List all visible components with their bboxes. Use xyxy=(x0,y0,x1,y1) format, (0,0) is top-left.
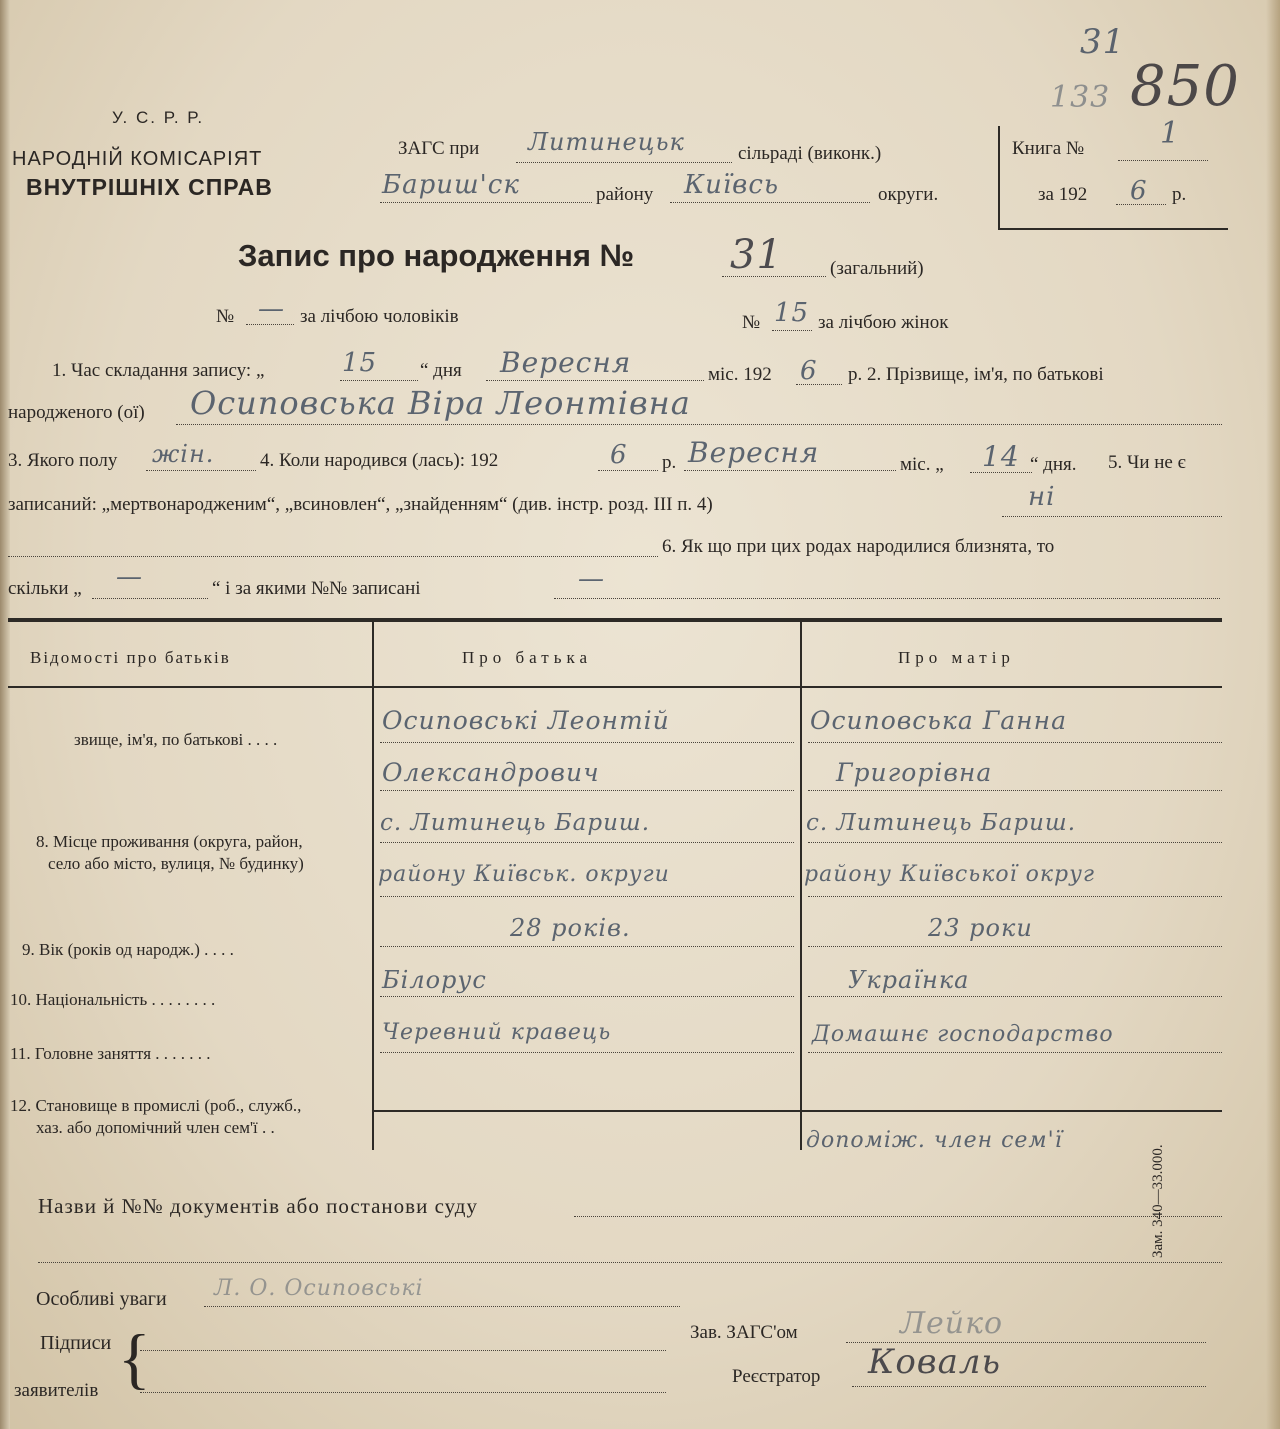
registrar-signature: Коваль xyxy=(868,1342,1002,1382)
book-number-line xyxy=(1118,160,1208,161)
f4-year-line xyxy=(598,470,658,471)
f4-month-value: Вересня xyxy=(688,436,820,469)
father-age: 28 років. xyxy=(510,914,631,942)
f1-year-label: міс. 192 xyxy=(708,364,772,385)
f6-blank-line xyxy=(8,556,658,557)
row-label-name: звище, ім'я, по батькові . . . . xyxy=(74,730,278,749)
men-count-prefix: № xyxy=(216,306,235,327)
father-row-line xyxy=(380,790,794,791)
table-header-mother: Про матір xyxy=(898,648,1015,667)
row-label-position: 12. Становище в промислі (роб., служб., xyxy=(10,1096,302,1115)
book-label: Книга № xyxy=(1012,138,1085,159)
f3-value: жін. xyxy=(152,440,215,468)
f3-line xyxy=(146,470,256,471)
f5-line xyxy=(1002,516,1222,517)
registrar-sig-line xyxy=(852,1386,1206,1387)
mother-row-line xyxy=(808,996,1222,997)
father-occupation: Черевний кравець xyxy=(382,1020,612,1045)
mother-row-line xyxy=(808,742,1222,743)
okrug-label: округи. xyxy=(878,184,939,205)
row-label-residence: 8. Місце проживання (округа, район, xyxy=(36,832,303,851)
father-name: Осиповські Леонтій xyxy=(382,706,670,735)
twins-numbers-value: — xyxy=(578,564,605,594)
f1-month-value: Вересня xyxy=(500,346,632,379)
head-signature: Лейко xyxy=(900,1306,1004,1341)
zags-village-line xyxy=(516,162,732,163)
mother-row-line xyxy=(808,790,1222,791)
book-year-prefix: за 192 xyxy=(1038,184,1088,205)
head-label: Зав. ЗАГС'ом xyxy=(690,1322,798,1343)
field-6-label: 6. Як що при цих родах народилися близнята, то xyxy=(662,536,1055,557)
book-year-value: 6 xyxy=(1130,176,1148,206)
registrar-label: Реєстратор xyxy=(732,1366,821,1387)
twins-label: скільки „ xyxy=(8,578,82,599)
father-row-line xyxy=(380,946,794,947)
okrug-value: Київсь xyxy=(684,170,780,200)
men-count-label: за лічбою чоловіків xyxy=(300,306,459,327)
f5-value: ні xyxy=(1028,482,1056,512)
signatures-brace: { xyxy=(118,1320,151,1396)
table-top-border xyxy=(8,618,1222,622)
men-count-line xyxy=(246,324,294,325)
field-5-label: 5. Чи не є xyxy=(1108,452,1186,473)
father-residence: с. Литинець Бариш. xyxy=(380,810,651,836)
father-nationality: Білорус xyxy=(382,966,487,994)
f1-day-value: 15 xyxy=(342,348,378,378)
signature-line xyxy=(140,1350,666,1351)
field-3-label: 3. Якого полу xyxy=(8,450,118,471)
ussr-label: У. С. Р. Р. xyxy=(112,108,205,127)
women-count-line xyxy=(772,330,812,331)
record-title: Запис про народження № xyxy=(238,238,635,273)
mother-row-line xyxy=(808,1052,1222,1053)
father-residence-2: району Київськ. округи xyxy=(378,862,670,887)
f1-year-value: 6 xyxy=(800,356,818,386)
table-header-info: Відомості про батьків xyxy=(30,648,231,667)
father-row-line xyxy=(380,742,794,743)
book-box-border xyxy=(998,126,1000,230)
zags-prefix: ЗАГС при xyxy=(398,138,480,159)
table-header-father: Про батька xyxy=(462,648,593,667)
corner-number: 850 xyxy=(1130,54,1240,119)
commissariat-dept: ВНУТРІШНІХ СПРАВ xyxy=(26,174,273,200)
father-row-line xyxy=(380,896,794,897)
women-count-prefix: № xyxy=(742,312,761,333)
men-count-value: — xyxy=(258,294,285,324)
twins-count-line xyxy=(92,598,208,599)
zags-village-value: Литинецьк xyxy=(528,128,685,156)
born-name-line xyxy=(176,424,1222,425)
signatures-label: Підписи xyxy=(40,1332,112,1354)
women-count-label: за лічбою жінок xyxy=(818,312,949,333)
father-row-line xyxy=(380,842,794,843)
signature-line xyxy=(140,1392,666,1393)
twins-numbers-line xyxy=(554,598,1220,599)
record-title-suffix: (загальний) xyxy=(830,258,924,279)
book-box-border xyxy=(998,228,1228,230)
district-label: району xyxy=(596,184,654,205)
mother-row-line xyxy=(808,896,1222,897)
district-line xyxy=(380,202,592,203)
book-year-suffix: р. xyxy=(1172,184,1187,205)
zags-suffix: сільраді (виконк.) xyxy=(738,143,882,164)
field-2-label: р. 2. Прізвище, ім'я, по батькові xyxy=(848,364,1104,385)
f4-mis-label: міс. „ xyxy=(900,454,944,475)
f4-month-line xyxy=(684,470,896,471)
documents-line-2 xyxy=(38,1262,1222,1263)
signatures-label-2: заявителів xyxy=(14,1380,99,1401)
f1-month-line xyxy=(486,380,704,381)
record-number-value: 31 xyxy=(730,232,783,278)
corner-number: 31 xyxy=(1080,22,1126,62)
row-label-position-2: хаз. або допомічний член сем'ї . . xyxy=(36,1118,275,1137)
f4-day-label: “ дня. xyxy=(1030,454,1077,475)
table-header-border xyxy=(8,686,1222,688)
print-mark: Зам. 340—33.000. xyxy=(1150,1144,1166,1258)
mother-residence-2: району Київської округ xyxy=(804,862,1095,887)
notes-value: Л. О. Осиповські xyxy=(214,1276,424,1301)
documents-line xyxy=(574,1216,1222,1217)
district-value: Бариш'ск xyxy=(382,170,520,200)
table-bottom-line xyxy=(372,1110,1222,1112)
mother-name: Осиповська Ганна xyxy=(810,706,1067,735)
father-row-line xyxy=(380,1052,794,1053)
notes-line xyxy=(204,1306,680,1307)
f4-year-value: 6 xyxy=(610,440,628,470)
paper-left-edge xyxy=(0,0,10,1429)
row-label-nationality: 10. Національність . . . . . . . . xyxy=(10,990,216,1009)
mother-row-line xyxy=(808,842,1222,843)
field-1-label: 1. Час складання запису: „ xyxy=(52,360,265,381)
f1-day-line xyxy=(340,380,418,381)
mother-residence: с. Литинець Бариш. xyxy=(806,810,1077,836)
f4-r-label: р. xyxy=(662,452,677,473)
book-number-value: 1 xyxy=(1160,116,1181,151)
mother-patronymic: Григорівна xyxy=(836,758,993,787)
f4-day-value: 14 xyxy=(982,440,1020,473)
row-label-residence-2: село або місто, вулиця, № будинку) xyxy=(48,854,304,873)
twins-count-value: — xyxy=(116,562,143,592)
documents-label: Назви й №№ документів або постанови суду xyxy=(38,1194,478,1218)
mother-age: 23 роки xyxy=(928,914,1033,942)
notes-label: Особливі уваги xyxy=(36,1288,167,1310)
paper-right-edge xyxy=(1266,0,1280,1429)
father-patronymic: Олександрович xyxy=(382,758,600,787)
mother-row-line xyxy=(808,946,1222,947)
row-label-age: 9. Вік (років од народж.) . . . . xyxy=(22,940,234,959)
field-5-text: записаний: „мертвонародженим“, „всиновлен“, „знайденням“ (див. інстр. розд. III п. 4) xyxy=(8,494,713,515)
okrug-line xyxy=(670,202,870,203)
mother-occupation: Домашнє господарство xyxy=(812,1022,1114,1047)
mother-position: допоміж. член сем'ї xyxy=(806,1128,1063,1153)
corner-number: 133 xyxy=(1050,80,1111,115)
table-column-divider xyxy=(800,620,802,1150)
commissariat-name: НАРОДНІЙ КОМІСАРІЯТ xyxy=(12,148,263,170)
twins-numbers-label: “ і за якими №№ записані xyxy=(212,578,421,599)
f1-day-label: “ дня xyxy=(420,360,462,381)
father-row-line xyxy=(380,996,794,997)
born-name-value: Осиповська Віра Леонтівна xyxy=(190,384,691,422)
women-count-value: 15 xyxy=(774,298,810,328)
row-label-occupation: 11. Головне заняття . . . . . . . xyxy=(10,1044,211,1063)
born-label: народженого (ої) xyxy=(8,402,145,423)
field-4-label: 4. Коли народився (лась): 192 xyxy=(260,450,499,471)
mother-nationality: Українка xyxy=(848,966,970,994)
table-column-divider xyxy=(372,620,374,1150)
